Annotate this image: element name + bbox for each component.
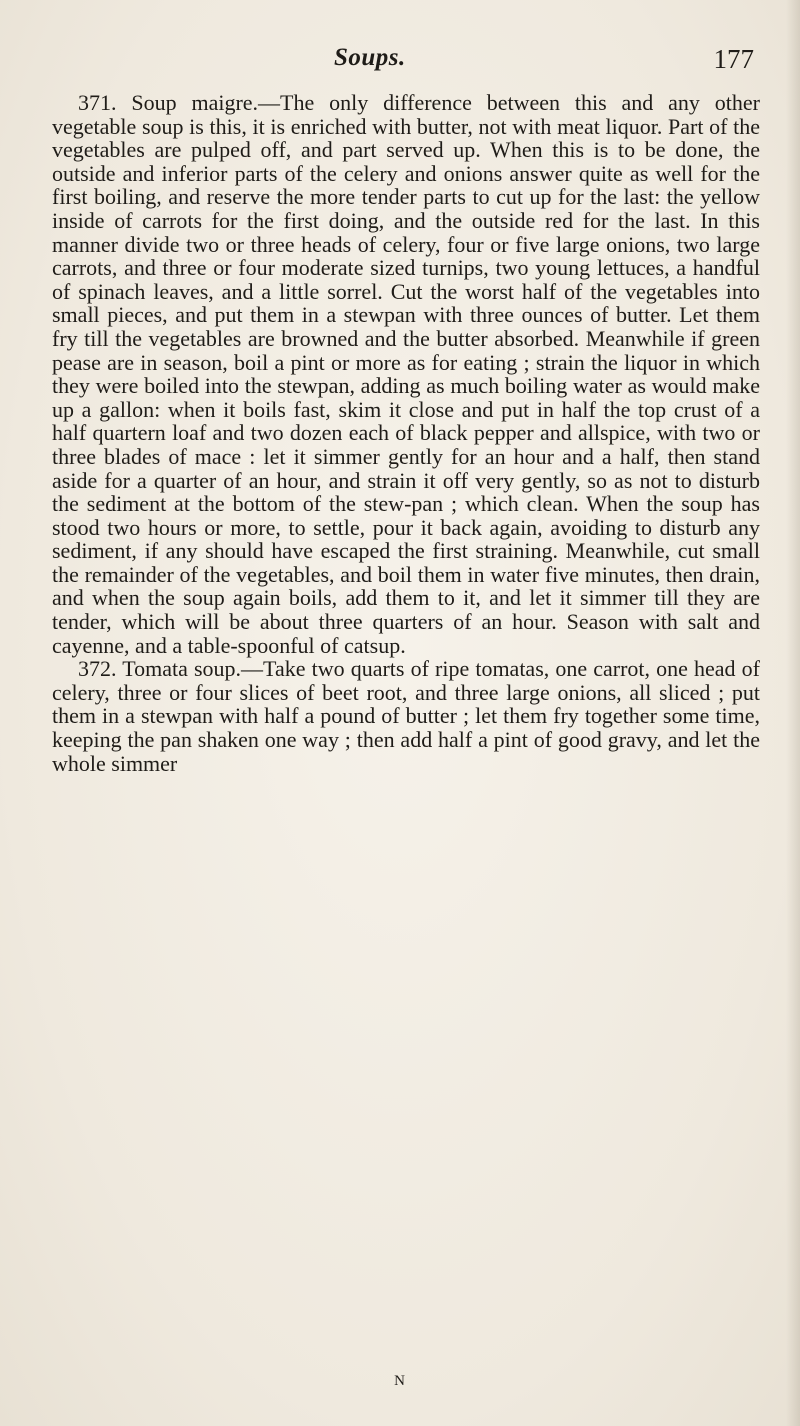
paragraph-tomata-soup: 372. Tomata soup.—Take two quarts of ripe tomatas, one carrot, one head of celery, three or four slices of beet root, and three large onions, all sliced ; put them in a stewpan with half a pound of butter ; let them fry together some time, keeping the pan shaken one way ; then add half a pint of good gravy, and let the whole simmer	[52, 656, 760, 776]
running-title: Soups.	[334, 44, 406, 71]
page-header	[52, 44, 772, 84]
body-text	[52, 91, 760, 775]
page-edge-shadow	[786, 0, 800, 1426]
paragraph-soup-maigre: 371. Soup maigre.—The only difference between this and any other vegetable soup is this, it is enriched with butter, not with meat liquor. Part of the vegetables are pulped off, and part served up. When this is to be done, the outside and inferior parts of the celery and onions answer quite as well for the first boiling, and reserve the more tender parts to cut up for the last: the yellow inside of carrots for the first doing, and the outside red for the last. In this manner divide two or three heads of celery, four or five large onions, two large carrots, and three or four moderate sized turnips, two young lettuces, a handful of spinach leaves, and a little sorrel. Cut the worst half of the vegetables into small pieces, and put them in a stewpan with three ounces of butter. Let them fry till the vegetables are browned and the butter absorbed. Meanwhile if green pease are in season, boil a pint or more as for eating ; strain the liquor in which they were boiled into the stewpan, adding as much boiling water as would make up a gallon: when it boils fast, skim it close and put in half the top crust of a half quartern loaf and two dozen each of black pepper and allspice, with two or three blades of mace : let it simmer gently for an hour and a half, then stand aside for a quarter of an hour, and strain it off very gently, so as not to disturb the sediment at the bottom of the stew-pan ; which clean. When the soup has stood two hours or more, to settle, pour it back again, avoiding to disturb any sediment, if any should have escaped the first straining. Meanwhile, cut small the remainder of the vegetables, and boil them in water five minutes, then drain, and when the soup again boils, add them to it, and let it simmer till they are tender, which will be about three quarters of an hour. Season with salt and cayenne, and a table-spoonful of catsup.	[52, 90, 760, 658]
page-number: 177	[713, 44, 754, 74]
signature-mark: N	[394, 1373, 406, 1389]
